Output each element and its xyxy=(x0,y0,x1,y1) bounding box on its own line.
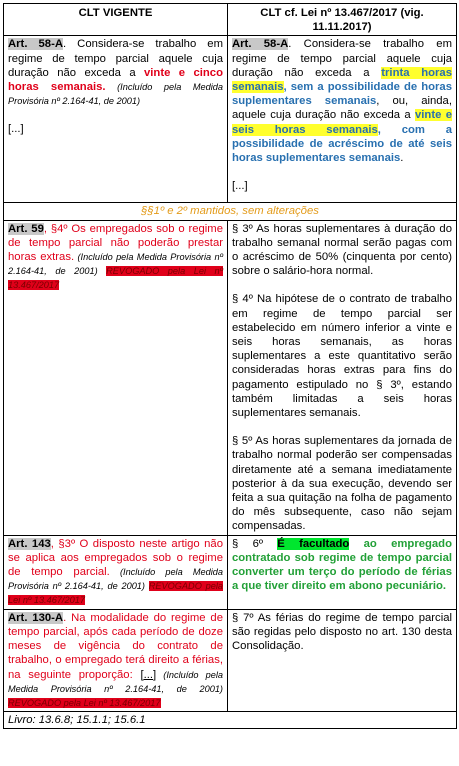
article-text: . Considera-se trabalho em regime de tempo parcial aquele cuja duração não exceda a xyxy=(232,38,452,79)
article-ref: Art. 58-A xyxy=(232,38,289,51)
article-text: , ou, ainda, aquele cuja duração não exceda a xyxy=(232,95,452,122)
row-art-59 xyxy=(4,220,457,535)
footer-row xyxy=(4,712,457,729)
article-ref: Art. 130-A xyxy=(8,611,64,624)
emphasis-text: , com a possibilidade de acréscimo de até seis horas suplementares semanais xyxy=(232,123,452,165)
highlight-text: vinte e cinco horas semanais. xyxy=(8,66,223,94)
note-text: (Incluído pela Medida Provisória nº 2.164-41, de 2001) xyxy=(8,669,224,694)
emphasis-text: , sem a possibilidade de horas suplementares semanais xyxy=(232,81,452,108)
article-text: , §4º Os empregados sob o regime de tempo parcial não poderão prestar horas extras. xyxy=(8,222,223,264)
header-row xyxy=(4,4,457,36)
row-art-130a xyxy=(4,609,457,711)
row-art-143 xyxy=(4,535,457,609)
header-clt-vigente: CLT VIGENTE xyxy=(4,4,228,36)
row-span-note xyxy=(4,203,457,220)
note-text: (Incluído pela Medida Provisória nº 2.164-41, de 2001) xyxy=(8,252,223,277)
cell-58a-nova xyxy=(228,36,457,203)
paragraph-prefix: § 6º xyxy=(232,537,278,550)
article-ref: Art. 58-A xyxy=(8,38,63,51)
cell-143-nova xyxy=(228,535,457,609)
row-art-58a xyxy=(4,36,457,203)
header-clt-nova: CLT cf. Lei nº 13.467/2017 (vig. 11.11.2017) xyxy=(228,4,457,36)
article-text: , §3º O disposto neste artigo não se aplica aos empregados sob o regime de tempo parcial. xyxy=(8,537,223,579)
paragraph-7: § 7º As férias do regime de tempo parcial são regidas pelo disposto no art. 130 desta Consolidação. xyxy=(232,611,452,653)
revoked-badge: REVOGADO pela Lei nº 13.467/2017 xyxy=(8,697,161,708)
cell-130a-nova xyxy=(228,609,457,711)
revoked-badge: REVOGADO pela Lei nº 13.467/2017 xyxy=(8,581,223,606)
article-text: . xyxy=(400,152,404,165)
span-note: §§1º e 2º mantidos, sem alterações xyxy=(4,203,457,220)
article-ref: Art. 143 xyxy=(8,537,51,550)
ellipsis: [...] xyxy=(232,180,248,193)
paragraph-5: § 5º As horas suplementares da jornada de trabalho normal poderão ser compensadas diretamente até a semana imediatamente posterior à da sua execução, devendo ser feita a sua quitação na folha de pagamento do mês subsequente, caso não sejam compensadas. xyxy=(232,435,452,533)
emphasis-text: ao empregado contratado sob regime de tempo parcial converter um terço do período de férias a que tiver direito em abono pecuniário. xyxy=(232,537,452,593)
ellipsis-link[interactable]: [...] xyxy=(140,668,157,681)
revoked-badge: REVOGADO pela Lei nº 13.467/2017 xyxy=(8,266,223,291)
ellipsis: [...] xyxy=(8,123,24,136)
article-text: . Considera-se trabalho em regime de tempo parcial aquele cuja duração não exceda a xyxy=(8,38,223,79)
highlight-text: trinta horas semanais xyxy=(232,66,452,94)
paragraph-3: § 3º As horas suplementares à duração do trabalho semanal normal serão pagas com o acréscimo de 50% (cinquenta por cento) sobre o salário-hora normal. xyxy=(232,222,452,278)
footer-reference: Livro: 13.6.8; 15.1.1; 15.6.1 xyxy=(4,712,457,729)
article-text: . Na modalidade do regime de tempo parcial, após cada período de doze meses de vigência do contrato de trabalho, o empregado terá direito a férias, na seguinte proporção: xyxy=(8,611,223,681)
highlight-text: vinte e seis horas semanais xyxy=(232,109,452,136)
cell-143-vigente xyxy=(4,535,228,609)
note-text: (Incluído pela Medida Provisória nº 2.164-41, de 2001) xyxy=(8,82,223,107)
article-ref: Art. 59 xyxy=(8,222,44,235)
cell-58a-vigente xyxy=(4,36,228,203)
comparison-table xyxy=(3,3,457,729)
cell-130a-vigente xyxy=(4,609,228,711)
note-text: (Incluído pela Medida Provisória nº 2.164-41, de 2001) xyxy=(8,567,223,592)
paragraph-4: § 4º Na hipótese de o contrato de trabalho em regime de tempo parcial ser estabelecido em número inferior a vinte e seis horas semanais, as horas suplementares a este quantitativo serão consideradas horas extras para fins do pagamento estipulado no § 3º, estando também limitadas a seis horas suplementares semanais. xyxy=(232,293,452,420)
cell-59-vigente xyxy=(4,220,228,535)
highlight-text: É facultado xyxy=(277,537,350,550)
cell-59-nova xyxy=(228,220,457,535)
